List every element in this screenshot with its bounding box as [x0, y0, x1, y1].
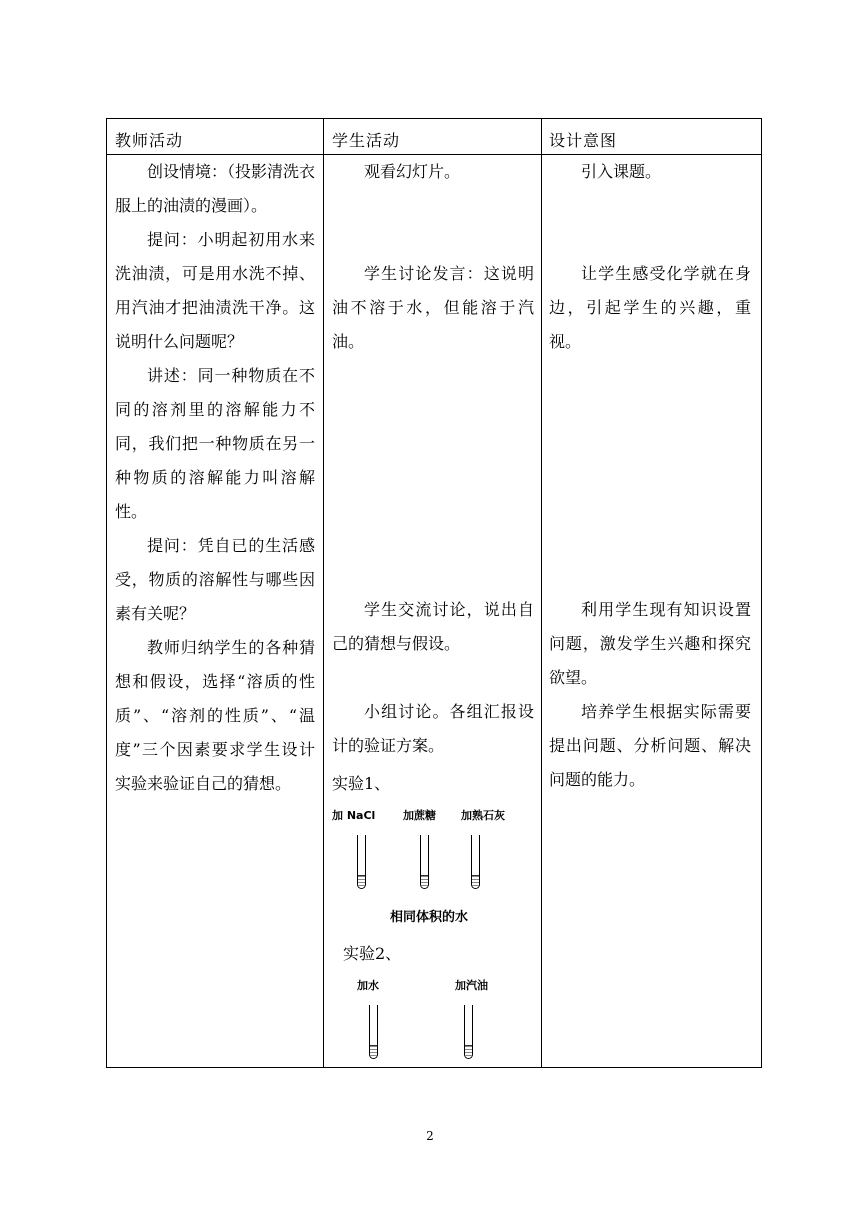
- teacher-paragraph: 教师归纳学生的各种猜想和假设，选择“溶质的性质”、“溶剂的性质”、“温度”三个因素要求学生设计实验来验证自己的猜想。: [115, 638, 315, 793]
- header-teacher-activity: 教师活动: [115, 131, 184, 150]
- experiment1-caption: 相同体积的水: [390, 910, 469, 925]
- design-paragraph: 让学生感受化学就在身边，引起学生的兴趣，重视。: [549, 264, 751, 351]
- test-tube-icon: [464, 1005, 473, 1059]
- teacher-cell: [115, 155, 315, 801]
- test-tube-icon: [471, 835, 480, 889]
- teacher-paragraph: 提问：凭自已的生活感受，物质的溶解性与哪些因素有关呢？: [115, 536, 315, 623]
- teacher-paragraph: 提问：小明起初用水来洗油渍，可是用水洗不掉、用汽油才把油渍洗干净。这说明什么问题呢？: [115, 230, 315, 351]
- tube-label: 加水: [357, 979, 379, 992]
- tube-label: 加蔗糖: [403, 809, 436, 822]
- teacher-paragraph: 讲述：同一种物质在不同的溶剂里的溶解能力不同，我们把一种物质在另一种物质的溶解能力叫溶解性。: [115, 366, 315, 521]
- experiment2-label: 实验2、: [343, 944, 402, 963]
- column-divider: [323, 119, 324, 1067]
- experiment1-label: 实验1、: [332, 774, 391, 793]
- design-paragraph: 引入课题。: [581, 162, 662, 181]
- test-tube-icon: [357, 835, 366, 889]
- tube-label: 加汽油: [455, 979, 488, 992]
- header-student-activity: 学生活动: [332, 131, 401, 150]
- teacher-paragraph: 创设情境：（投影清洗衣服上的油渍的漫画）。: [115, 162, 316, 215]
- student-paragraph: 学生交流讨论，说出自己的猜想与假设。: [332, 600, 534, 653]
- student-paragraph: 学生讨论发言：这说明油不溶于水，但能溶于汽油。: [332, 264, 534, 351]
- header-design-intent: 设计意图: [549, 131, 618, 150]
- lesson-table: [106, 118, 762, 1068]
- student-paragraph: 观看幻灯片。: [364, 162, 461, 181]
- student-paragraph: 小组讨论。各组汇报设计的验证方案。: [332, 702, 534, 755]
- test-tube-icon: [369, 1005, 378, 1059]
- test-tube-icon: [420, 835, 429, 889]
- tube-label: 加熟石灰: [461, 809, 505, 822]
- design-paragraph: 培养学生根据实际需要提出问题、分析问题、解决问题的能力。: [549, 702, 751, 789]
- column-divider: [541, 119, 542, 1067]
- tube-label: 加 NaCl: [332, 809, 376, 822]
- design-paragraph: 利用学生现有知识设置问题，激发学生兴趣和探究欲望。: [549, 600, 751, 687]
- page-number: 2: [426, 1129, 434, 1143]
